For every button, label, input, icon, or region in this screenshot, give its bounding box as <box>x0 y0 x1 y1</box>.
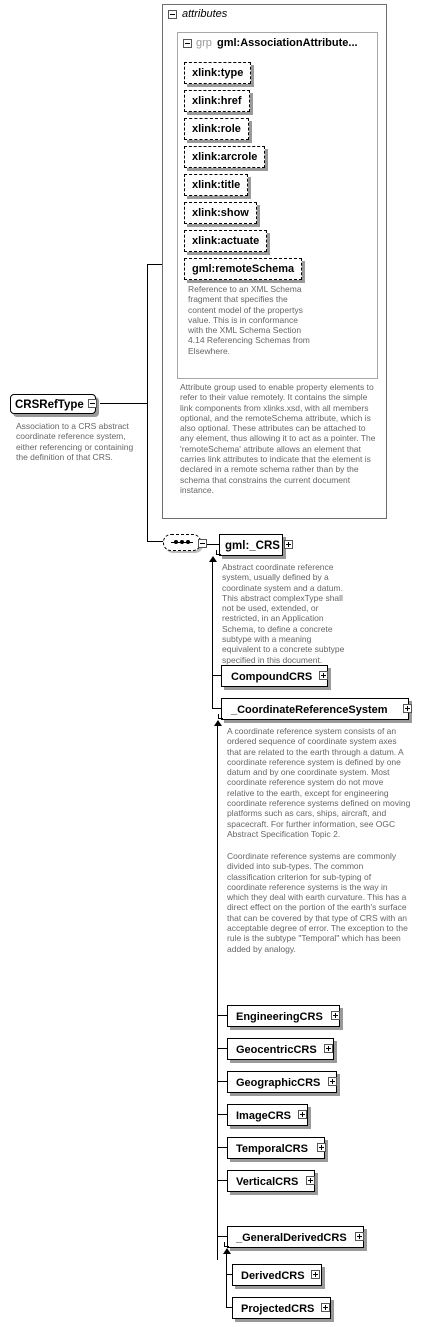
gml-crs-box[interactable] <box>219 534 283 556</box>
collapse-group-icon[interactable] <box>183 39 192 48</box>
crsreftype-collapse-icon[interactable] <box>88 399 97 408</box>
connector-sub-1 <box>217 1015 227 1016</box>
abstract-marker-icon <box>218 714 223 719</box>
imagecrs-expand-icon[interactable] <box>298 1110 307 1119</box>
attributes-title: attributes <box>182 8 228 20</box>
engineeringcrs-box[interactable] <box>227 1005 340 1027</box>
compoundcrs-label: CompoundCRS <box>231 671 313 683</box>
crsreftype-box[interactable] <box>10 394 96 414</box>
temporalcrs-label: TemporalCRS <box>236 1143 308 1155</box>
connector-derived-vertical <box>226 1252 227 1308</box>
coordinate-reference-system-label: _CoordinateReferenceSystem <box>231 704 388 716</box>
general-derived-crs-expand-icon[interactable] <box>355 1232 364 1241</box>
connector-sub-2 <box>217 1048 227 1049</box>
imagecrs-box[interactable] <box>227 1104 308 1126</box>
coordinate-reference-system-box[interactable] <box>221 698 409 720</box>
attribute-xlink-type[interactable]: xlink:type <box>184 62 251 84</box>
attribute-xlink-role[interactable]: xlink:role <box>184 118 249 140</box>
geographiccrs-box[interactable] <box>227 1071 337 1093</box>
connector-sub-4 <box>217 1114 227 1115</box>
verticalcrs-label: VerticalCRS <box>236 1176 299 1188</box>
crsreftype-doc: Association to a CRS abstract coordinate reference system, either referencing or containing the definition of that CRS. <box>16 421 134 462</box>
inheritance-arrow-icon <box>209 556 217 562</box>
attribute-xlink-actuate[interactable]: xlink:actuate <box>184 230 267 252</box>
attribute-xlink-show[interactable]: xlink:show <box>184 202 257 224</box>
engineeringcrs-expand-icon[interactable] <box>331 1011 340 1020</box>
sequence-collapse-icon[interactable] <box>198 539 207 548</box>
crsreftype-label: CRSRefType <box>15 399 84 411</box>
geographiccrs-expand-icon[interactable] <box>328 1077 337 1086</box>
geographiccrs-label: GeographicCRS <box>236 1077 321 1089</box>
inheritance-arrow-icon <box>223 1248 231 1254</box>
attribute-xlink-title[interactable]: xlink:title <box>184 174 248 196</box>
inheritance-arrow-icon <box>214 720 222 726</box>
geocentriccrs-label: GeocentricCRS <box>236 1044 317 1056</box>
coordinate-reference-system-expand-icon[interactable] <box>403 704 412 713</box>
coordinate-reference-system-doc-1: A coordinate reference system consists of an ordered sequence of coordinate system axes that are related to the earth through a datum. A coordinate reference system is defined by one datum and by one coordinate system. Most coordinate reference system do not move relative to the earth, except for engineering coordinate reference systems defined on moving platforms such as cars, ships, aircraft, and spacecraft. For further information, see OGC Abstract Specification Topic 2. <box>227 726 411 839</box>
connector-sub-7 <box>217 1236 227 1237</box>
group-prefix: grp <box>196 37 212 49</box>
connector-attributes <box>147 264 163 265</box>
connector-crs-compound <box>212 675 221 676</box>
geocentriccrs-expand-icon[interactable] <box>324 1044 333 1053</box>
connector-root-horizontal <box>100 403 148 404</box>
group-name: gml:AssociationAttribute... <box>217 37 358 49</box>
projectedcrs-label: ProjectedCRS <box>241 1303 315 1315</box>
connector-sub-3 <box>217 1081 227 1082</box>
general-derived-crs-label: _GeneralDerivedCRS <box>236 1232 347 1244</box>
remote-schema-doc: Reference to an XML Schema fragment that specifies the content model of the propertys value. This is in conformance with the XML Schema Section 4.14 Referencing Schemas from Elsewhere. <box>188 284 310 356</box>
derivedcrs-expand-icon[interactable] <box>311 1270 320 1279</box>
connector-crs-crsystem <box>212 680 213 708</box>
compoundcrs-expand-icon[interactable] <box>319 671 328 680</box>
connector-sub-5 <box>217 1147 227 1148</box>
attribute-xlink-href[interactable]: xlink:href <box>184 90 250 112</box>
verticalcrs-box[interactable] <box>227 1170 315 1192</box>
attribute-gml-remoteschema[interactable]: gml:remoteSchema <box>184 258 302 280</box>
connector-crs-crsystem-h <box>212 708 221 709</box>
attribute-group-doc: Attribute group used to enable property elements to refer to their value remotely. It contains the simple link components from xlinks.xsd, with all members optional, and the remoteSchema attribute, which is also optional. These attributes can be attached to any element, thus allowing it to act as a pointer. The 'remoteSchema' attribute allows an element that carries link attributes to indicate that the element is declared in a remote schema rather than by the schema that constrains the current document instance. <box>180 382 376 495</box>
sequence-dot <box>174 540 178 544</box>
sequence-dot <box>180 540 184 544</box>
collapse-attributes-icon[interactable] <box>168 10 177 19</box>
geocentriccrs-box[interactable] <box>227 1038 334 1060</box>
connector-crs-vertical <box>212 560 213 680</box>
abstract-marker-icon <box>216 550 221 555</box>
derivedcrs-box[interactable] <box>232 1264 322 1286</box>
gml-crs-expand-icon[interactable] <box>284 540 293 549</box>
temporalcrs-expand-icon[interactable] <box>317 1143 326 1152</box>
gml-crs-doc: Abstract coordinate reference system, usually defined by a coordinate system and a datum. This abstract complexType shall not be used, extended, or restricted, in an Application Schema, to define a concrete subtype with a meaning equivalent to a concrete subtype specified in this document. <box>222 562 345 665</box>
general-derived-crs-box[interactable] <box>227 1226 364 1248</box>
projectedcrs-box[interactable] <box>232 1297 331 1319</box>
derivedcrs-label: DerivedCRS <box>241 1270 305 1282</box>
connector-sub-6 <box>217 1180 227 1181</box>
connector-root-vertical <box>147 264 148 542</box>
verticalcrs-expand-icon[interactable] <box>306 1176 315 1185</box>
coordinate-reference-system-doc-2: Coordinate reference systems are commonly divided into sub-types. The common classification criterion for sub-typing of coordinate reference systems is the way in which they deal with earth curvature. This has a direct effect on the portion of the earth's surface that can be covered by that type of CRS with an acceptable degree of error. The exception to the rule is the subtype "Temporal" which has been added by analogy. <box>227 851 408 954</box>
temporalcrs-box[interactable] <box>227 1137 325 1159</box>
sequence-dot <box>186 540 190 544</box>
engineeringcrs-label: EngineeringCRS <box>236 1011 323 1023</box>
attribute-xlink-arcrole[interactable]: xlink:arcrole <box>184 146 265 168</box>
connector-sequence <box>147 541 163 542</box>
abstract-marker-icon <box>224 1242 229 1247</box>
sequence-compositor[interactable] <box>163 534 201 551</box>
imagecrs-label: ImageCRS <box>236 1110 292 1122</box>
gml-crs-label: gml:_CRS <box>225 540 280 552</box>
compoundcrs-box[interactable] <box>221 665 328 687</box>
projectedcrs-expand-icon[interactable] <box>321 1303 330 1312</box>
